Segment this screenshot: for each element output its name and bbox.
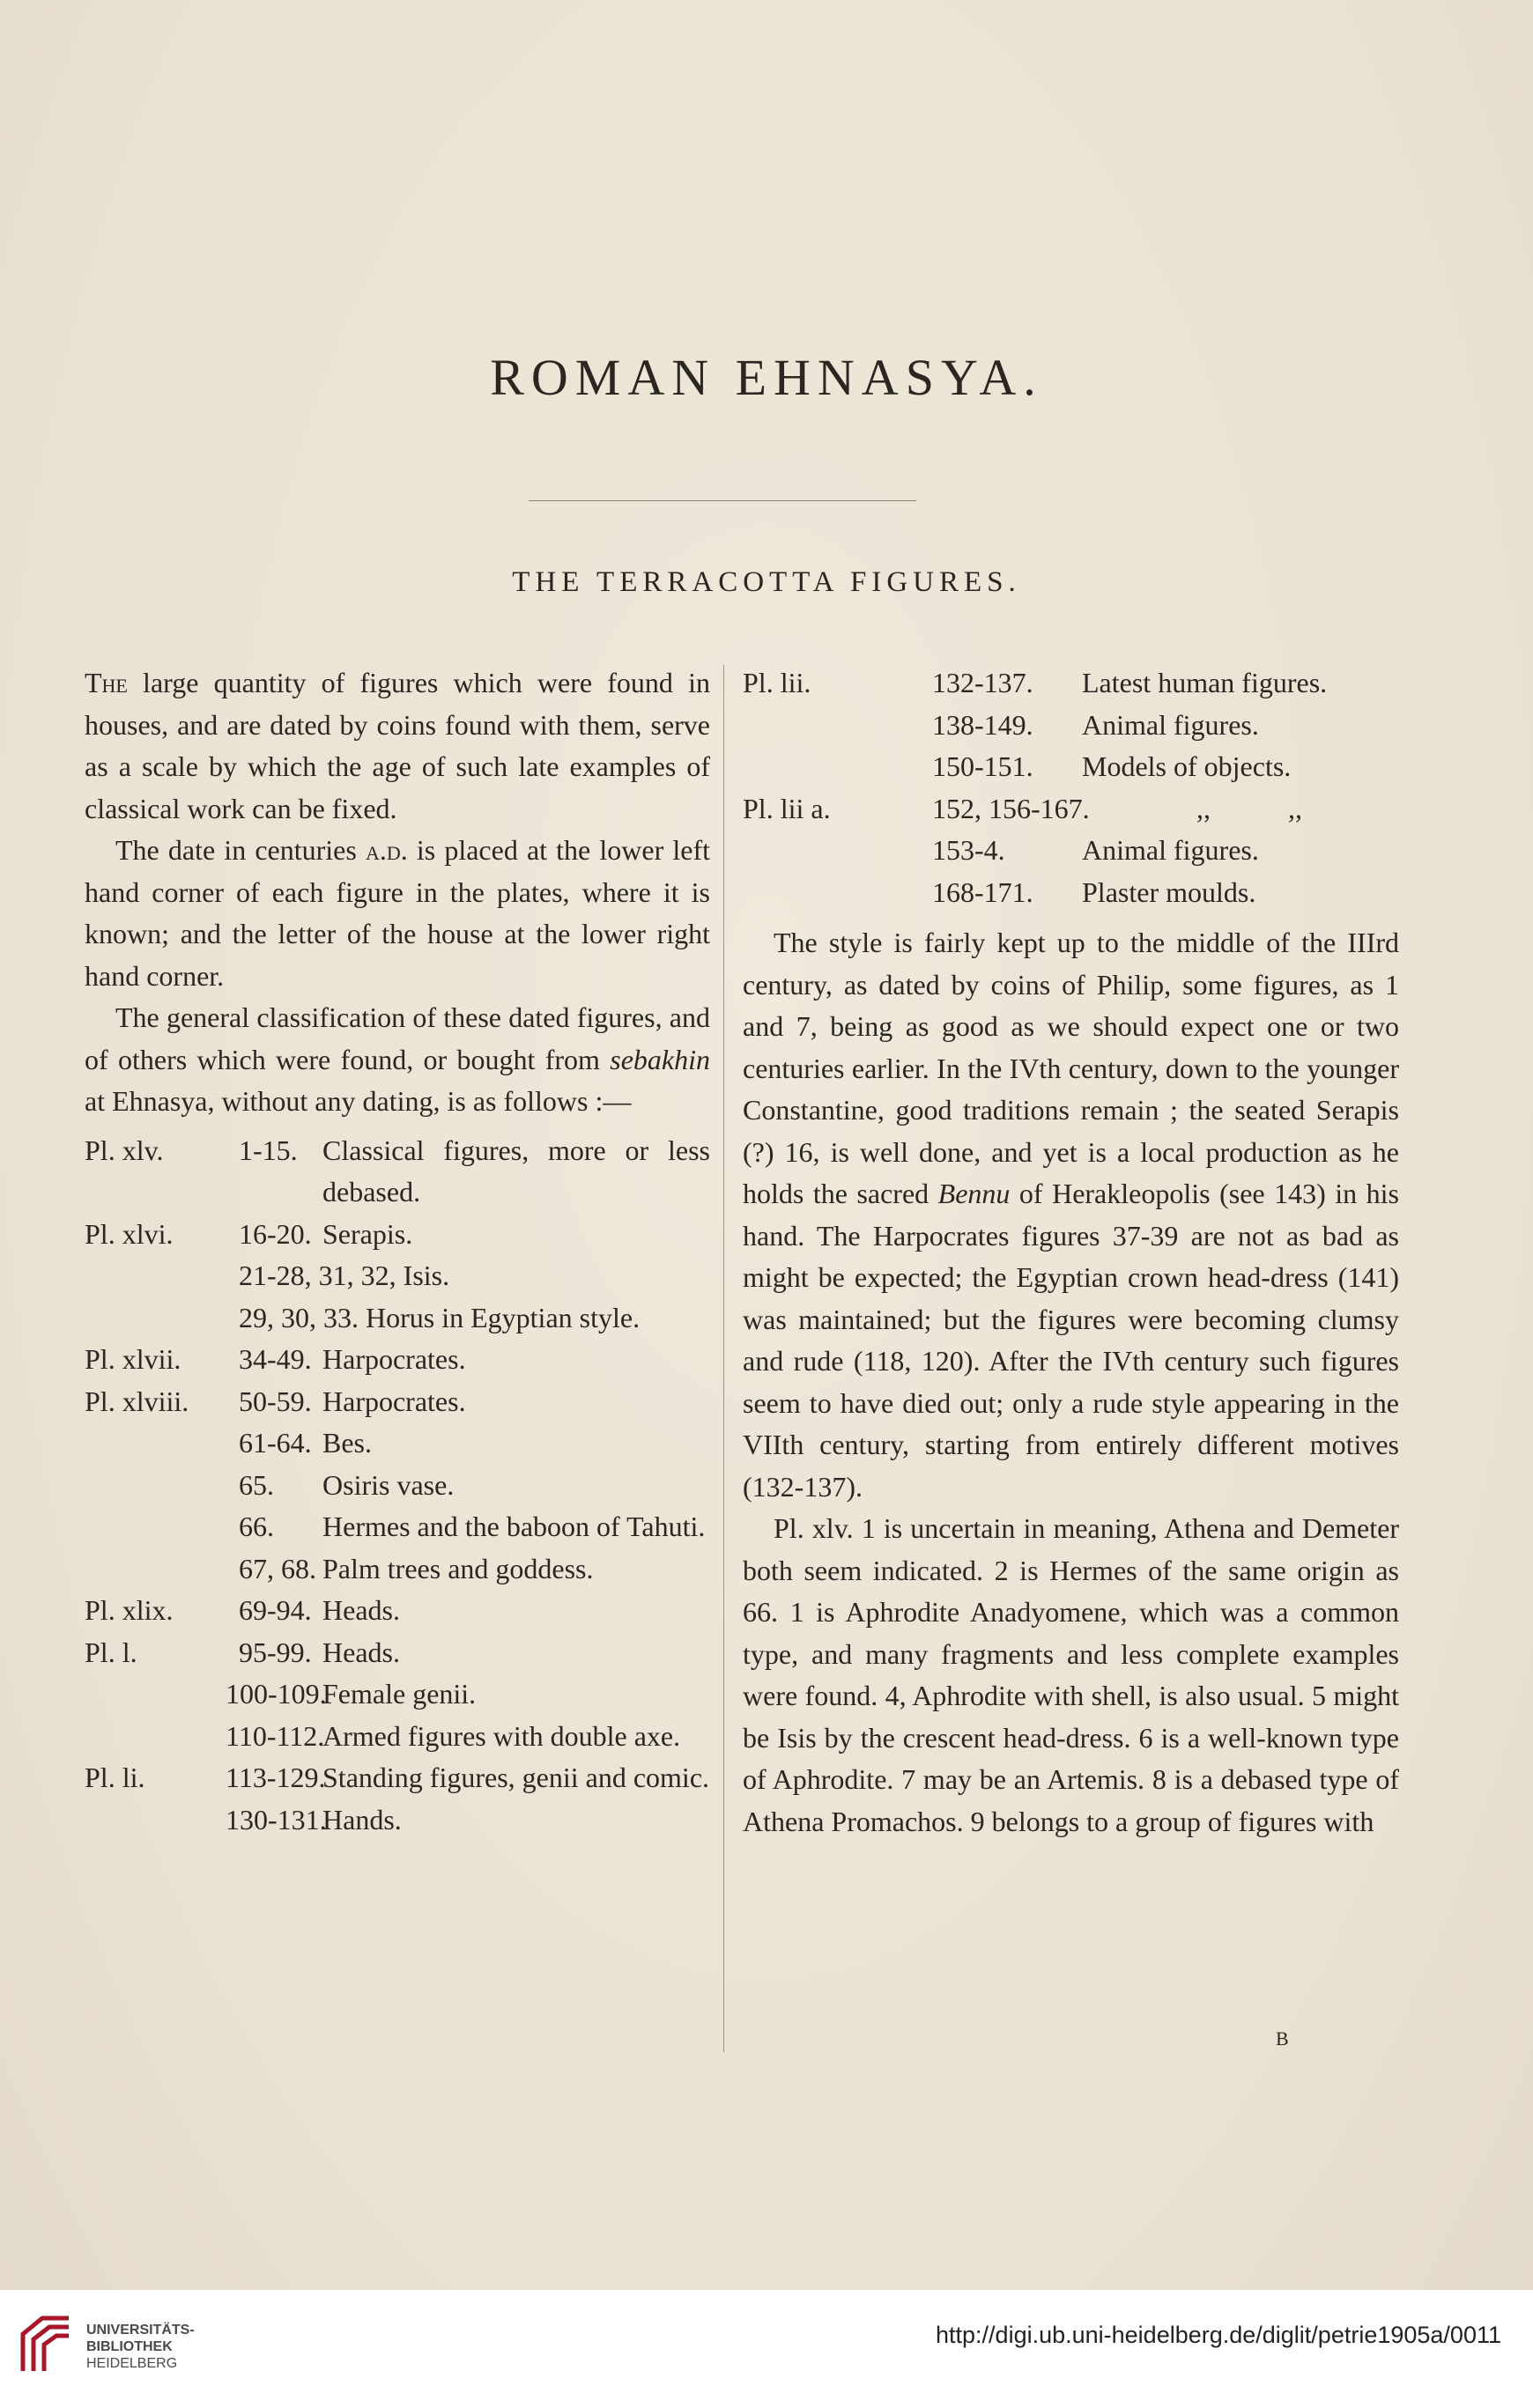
- plate-description: Female genii.: [322, 1678, 477, 1710]
- figure-range: 153-4.: [932, 834, 1005, 866]
- plate-number: Pl. xlv.: [85, 1134, 164, 1166]
- paragraph-text: The general classification of these dated figures, and of others which were found, or bought from: [85, 1001, 710, 1075]
- figure-range: 66.: [239, 1511, 274, 1542]
- plate-row: [85, 1297, 710, 1340]
- library-logo-icon: [16, 2309, 78, 2382]
- plate-number: Pl. lii.: [743, 667, 811, 698]
- plate-description: Serapis.: [322, 1217, 413, 1250]
- plate-row: [85, 1381, 710, 1423]
- plate-description: Latest human figures.: [1082, 667, 1328, 698]
- plate-number: Pl. l.: [85, 1636, 137, 1668]
- plate-row: [743, 872, 1399, 914]
- plate-description: Animal figures.: [1082, 708, 1259, 741]
- plate-list-right: [743, 662, 1399, 913]
- figure-range: 132-137.: [932, 667, 1033, 698]
- plate-description: Hands.: [322, 1803, 402, 1836]
- plate-number: Pl. xlviii.: [85, 1385, 189, 1417]
- paragraph-intro: [85, 662, 710, 830]
- figure-range: 138-149.: [932, 708, 1033, 741]
- figure-range: 50-59.: [239, 1385, 312, 1417]
- plate-number: Pl. xlix.: [85, 1594, 174, 1626]
- plate-description: Standing figures, genii and comic.: [322, 1762, 710, 1793]
- paragraph-text: large quantity of figures which were found in houses, and are dated by coins found with them, serve as a scale by which the age of such late examples of classical work can be fixed.: [85, 667, 710, 824]
- library-name-line: BIBLIOTHEK: [86, 2339, 173, 2354]
- paragraph-classification: [85, 997, 710, 1123]
- figure-range: 110-112.: [226, 1719, 325, 1752]
- signature-mark: B: [1276, 2028, 1289, 2050]
- plate-row: [85, 1590, 710, 1632]
- figure-range: 61-64.: [239, 1427, 312, 1459]
- plate-row: [85, 1548, 710, 1591]
- plate-list-left: [85, 1130, 710, 1842]
- figure-range: 130-131.: [226, 1803, 327, 1836]
- plate-description: Models of objects.: [1082, 750, 1292, 782]
- plate-number: Pl. lii a.: [743, 792, 831, 824]
- plate-description: Heads.: [322, 1636, 400, 1668]
- paragraph-plate-xlv: Pl. xlv. 1 is uncertain in meaning, Athena and Demeter both seem indicated. 2 is Hermes of the same origin as 66. 1 is Aphrodite Anadyomene, which was a common type, and many fragments and less complete examples were found. 4, Aphrodite with shell, is also usual. 5 might be Isis by the crescent head-dress. 6 is a well-known type of Aphrodite. 7 may be an Artemis. 8 is a debased type of Athena Promachos. 9 belongs to a group of figures with: [743, 1512, 1399, 1837]
- plate-number: Pl. li.: [85, 1762, 145, 1793]
- plate-row: [85, 1465, 710, 1507]
- ditto-marks: ,, ,,: [1196, 792, 1302, 824]
- right-column: [743, 662, 1399, 1843]
- figure-range: 1-15.: [239, 1134, 298, 1166]
- plate-row: [743, 662, 1399, 705]
- paragraph-text: of Herakleopolis (see 143) in his hand. The Harpocrates figures 37-39 are not as bad as might be expected; the Egyptian crown head-dress (141) was maintained; but the figures were becoming clumsy and rude (118, 120). After the IVth century such figures seem to have died out; only a rude style appearing in the VIIth century, starting from entirely different motives (132-137).: [743, 1178, 1400, 1503]
- italic-term: Bennu: [937, 1178, 1011, 1209]
- plate-row: [743, 788, 1399, 831]
- plate-description: Animal figures.: [1082, 834, 1259, 866]
- figure-range: 69-94.: [239, 1594, 312, 1626]
- plate-description: Plaster moulds.: [1082, 875, 1256, 908]
- plate-row: [85, 1255, 710, 1297]
- plate-row: [85, 1214, 710, 1256]
- library-name-line: UNIVERSITÄTS-: [86, 2323, 195, 2338]
- source-url[interactable]: http://digi.ub.uni-heidelberg.de/diglit/petrie1905a/0011: [936, 2322, 1501, 2348]
- plate-number: Pl. xlvi.: [85, 1217, 174, 1250]
- figure-range: 152, 156-167.: [932, 792, 1090, 824]
- page-title: ROMAN EHNASYA.: [490, 349, 1043, 406]
- paragraph-text: is placed at the lower left hand corner of each figure in the plates, where it is known; and the letter of the house at the lower right hand corner.: [85, 834, 710, 992]
- plate-description: 21-28, 31, 32, Isis.: [239, 1259, 450, 1291]
- title-rule: [529, 500, 916, 501]
- figure-range: 100-109.: [226, 1678, 327, 1710]
- plate-row: [85, 1799, 710, 1842]
- plate-row: [85, 1130, 710, 1214]
- italic-term: sebakhin: [610, 1043, 710, 1075]
- plate-description: Harpocrates.: [322, 1385, 466, 1417]
- figure-range: 34-49.: [239, 1343, 312, 1375]
- plate-row: [85, 1506, 710, 1548]
- column-divider: [723, 665, 724, 2052]
- plate-row: [85, 1757, 710, 1799]
- plate-description: Bes.: [322, 1427, 372, 1459]
- plate-row: [85, 1422, 710, 1465]
- figure-range: 168-171.: [932, 875, 1033, 908]
- figure-range: 150-151.: [932, 750, 1033, 782]
- paragraph-text: at Ehnasya, without any dating, is as follows :—: [85, 1085, 632, 1117]
- plate-description: Armed figures with double axe.: [322, 1719, 681, 1752]
- drop-word: The: [85, 667, 128, 698]
- library-name-line: HEIDELBERG: [86, 2356, 178, 2371]
- plate-row: [85, 1339, 710, 1381]
- left-column: [85, 662, 710, 1841]
- plate-row: [85, 1632, 710, 1674]
- plate-number: Pl. xlvii.: [85, 1343, 181, 1375]
- plate-description: Classical figures, more or less debased.: [322, 1134, 710, 1208]
- figure-range: 16-20.: [239, 1217, 312, 1250]
- plate-description: Heads.: [322, 1594, 400, 1626]
- plate-row: [85, 1673, 710, 1716]
- era-abbrev: a.d.: [365, 834, 408, 866]
- plate-description: 29, 30, 33. Horus in Egyptian style.: [239, 1301, 641, 1333]
- figure-range: 67, 68.: [239, 1552, 316, 1584]
- plate-description: Harpocrates.: [322, 1343, 466, 1375]
- plate-description: Palm trees and goddess.: [322, 1552, 594, 1584]
- figure-range: 95-99.: [239, 1636, 312, 1668]
- paragraph-style: [743, 922, 1399, 1508]
- plate-description: Hermes and the baboon of Tahuti.: [322, 1511, 706, 1542]
- section-title: THE TERRACOTTA FIGURES.: [512, 566, 1021, 598]
- footer-bar: [0, 2290, 1533, 2408]
- plate-row: [743, 830, 1399, 872]
- plate-row: [85, 1716, 710, 1758]
- figure-range: 113-129.: [226, 1762, 326, 1793]
- paragraph-text: The date in centuries: [115, 834, 366, 866]
- paragraph-dating: [85, 830, 710, 997]
- library-name: [86, 2322, 195, 2372]
- plate-row: [743, 705, 1399, 747]
- plate-row: [743, 746, 1399, 788]
- paragraph-text: The style is fairly kept up to the middle of the IIIrd century, as dated by coins of Philip, some figures, as 1 and 7, being as good as we should expect one or two centuries earlier. In the IVth century, down to the younger Constantine, good traditions remain ; the seated Serapis (?) 16, is well done, and yet is a local production as he holds the sacred: [743, 927, 1399, 1209]
- figure-range: 65.: [239, 1468, 274, 1501]
- plate-description: Osiris vase.: [322, 1468, 455, 1501]
